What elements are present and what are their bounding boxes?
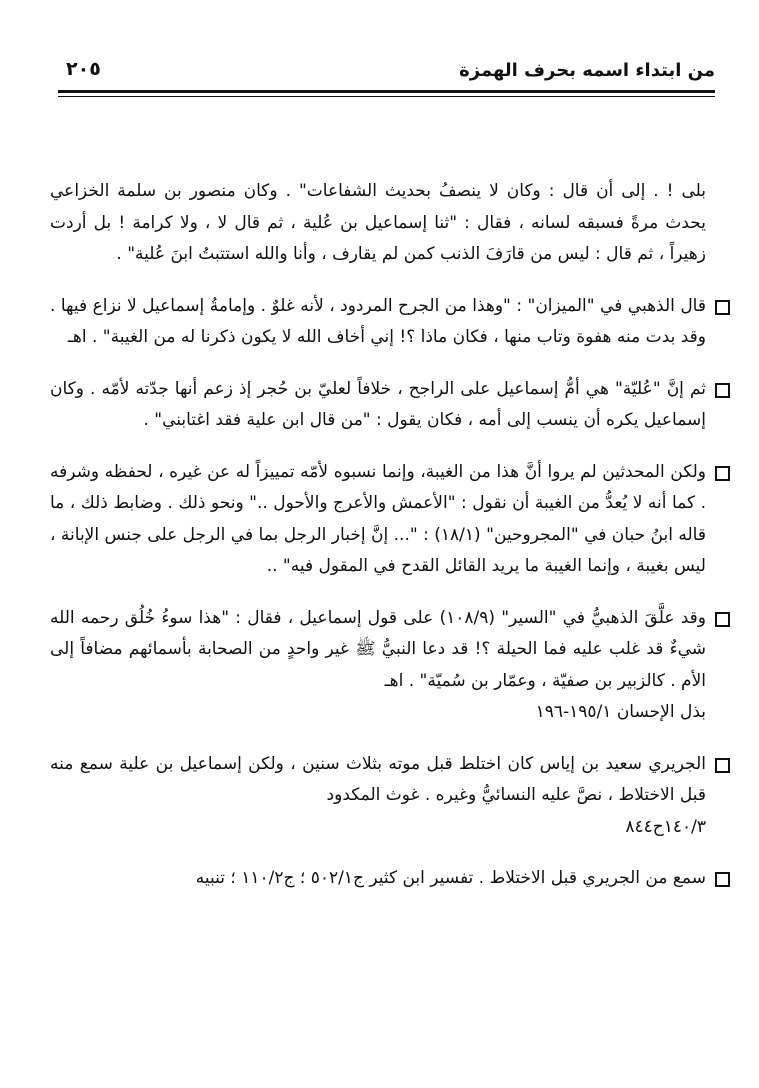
note-source: بذل الإحسان ١٩٥/١-١٩٦ [535,702,706,722]
bullet-box-icon [715,300,730,315]
bullet-box-icon [715,872,730,887]
note-text: الجريري سعيد بن إياس كان اختلط قبل موته بثلاث سنين ، ولكن إسماعيل بن علية سمع منه قبل الاختلاط ، نصَّ عليه النسائيُّ وغيره . غوث المكدود [50,753,706,805]
bullet-box-icon [715,758,730,773]
note-item-3 [50,457,706,583]
note-source: ١٤٠/٣ح٨٤٤ [625,816,706,837]
note-item-1 [50,291,706,354]
header-rule-thick [58,90,715,93]
note-item-2 [50,374,706,437]
note-item-6 [50,863,706,895]
page-header [58,56,715,86]
note-item-4 [50,603,706,729]
bullet-box-icon [715,466,730,481]
note-item-5 [50,749,706,844]
header-rule-thin [58,96,715,97]
intro-paragraph: بلى ! . إلى أن قال : وكان لا ينصفُ بحديث الشفاعات" . وكان منصور بن سلمة الخزاعي يحدث مرةً فسبقه لسانه ، فقال : "ثنا إسماعيل بن عُلية ، ثم قال لا ، ولا كرامة ! بل أردت زهيراً ، ثم قال : ليس من قارَفَ الذنب كمن لم يقارف ، وأنا والله استتبتُ ابنَ عُلية" . [50,181,706,264]
note-text: وقد علَّقَ الذهبيُّ في "السير" (١٠٨/٩) على قول إسماعيل ، فقال : "هذا سوءُ خُلُق رحمه الله شيءٌ قد غلب عليه فما الحيلة ؟! قد دعا النبيُّ ﷺ غير واحدٍ من الصحابة بأسمائهم مضافاً إلى الأم . كالزبير بن صفيّة ، وعمّار بن سُميّة" . اهـ [50,607,706,691]
bullet-box-icon [715,383,730,398]
page-number: ٢٠٥ [66,58,101,80]
note-text: قال الذهبي في "الميزان" : "وهذا من الجرح المردود ، لأنه غلوٌ . وإمامةُ إسماعيل لا نزاع فيها . وقد بدت منه هفوة وتاب منها ، فكان ماذا ؟! إني أخاف الله لا يكون ذكرنا له من الغيبة" . اهـ [50,295,706,347]
note-text: سمع من الجريري قبل الاختلاط . تفسير ابن كثير ج٥٠٢/١ ؛ ج١١٠/٢ ؛ تنبيه [195,868,706,888]
note-text: ثم إنَّ "عُليّة" هي أمُّ إسماعيل على الراجح ، خلافاً لعليّ بن حُجر إذ زعم أنها جدّته لأمّه . وكان إسماعيل يكره أن ينسب إلى أمه ، فكان يقول : "من قال ابن علية فقد اغتابني" . [50,378,706,430]
body-text [50,176,706,915]
note-text: ولكن المحدثين لم يروا أنَّ هذا من الغيبة، وإنما نسبوه لأمّه تمييزاً له عن غيره ، لحفظه وشرفه . كما أنه لا يُعدُّ من الغيبة أن نقول : "الأعمش والأعرج والأحول .." ونحو ذلك . وضابط ذلك ، ما قاله ابنُ حبان في "المجروحين" (١٨/١) : "... إنَّ إخبار الرجل بما في الرجل على جنس الإبانة ، ليس بغيبة ، وإنما الغيبة ما يريد القائل القدح في المقول فيه" .. [50,461,706,576]
header-title: من ابتداء اسمه بحرف الهمزة [459,60,715,81]
bullet-box-icon [715,612,730,627]
